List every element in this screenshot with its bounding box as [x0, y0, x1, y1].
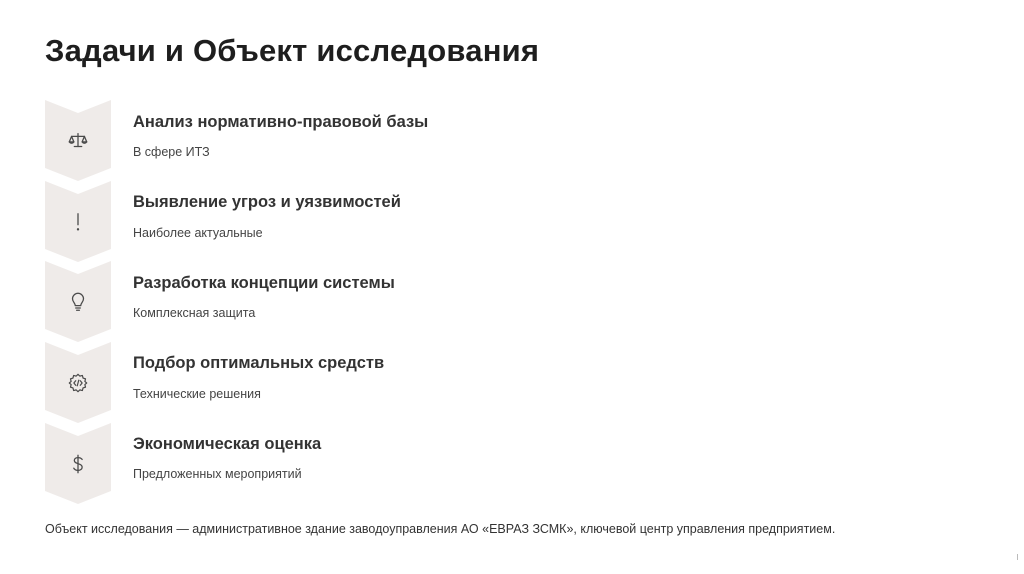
task-title: Анализ нормативно-правовой базы	[133, 113, 429, 131]
task-title: Разработка концепции системы	[133, 274, 395, 292]
task-subtitle: Наиболее актуальные	[133, 226, 263, 240]
task-subtitle: Предложенных мероприятий	[133, 467, 302, 481]
dollar-icon	[64, 450, 92, 478]
research-object-note: Объект исследования — административное здание заводоуправления АО «ЕВРАЗ ЗСМК», ключевой центр управления предприятием.	[45, 522, 836, 536]
page-title: Задачи и Объект исследования	[45, 33, 540, 68]
task-subtitle: Комплексная защита	[133, 306, 256, 320]
task-title: Подбор оптимальных средств	[133, 354, 385, 372]
exclamation-icon	[64, 208, 92, 236]
code-gear-icon	[64, 369, 92, 397]
task-title: Выявление угроз и уязвимостей	[133, 193, 401, 211]
scales-icon	[64, 127, 92, 155]
task-subtitle: Технические решения	[133, 387, 261, 401]
page-marker	[1017, 554, 1018, 560]
task-subtitle: В сфере ИТЗ	[133, 145, 210, 159]
lightbulb-icon	[64, 288, 92, 316]
task-title: Экономическая оценка	[133, 435, 322, 453]
